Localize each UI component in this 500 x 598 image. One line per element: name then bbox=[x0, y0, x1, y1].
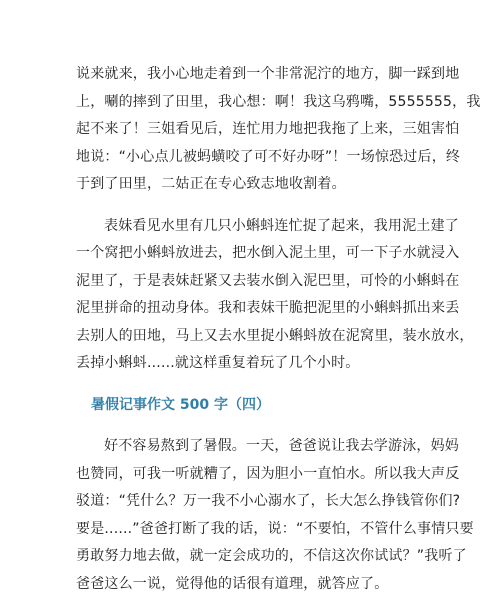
text-line: 要是......”爸爸打断了我的话，说：“不要怕，不管什么事情只要 bbox=[76, 516, 426, 544]
paragraph-3 bbox=[76, 433, 426, 598]
paragraph-gap bbox=[76, 378, 426, 392]
paragraph-gap bbox=[76, 419, 426, 433]
paragraph-gap bbox=[76, 199, 426, 213]
text-line: 上，唰的摔到了田里，我心想：啊！我这乌鸦嘴，5555555，我 bbox=[76, 89, 426, 117]
text-line: 好不容易熬到了暑假。一天，爸爸说让我去学游泳，妈妈 bbox=[76, 433, 426, 461]
text-line: 泥里了，于是表妹赶紧又去装水倒入泥巴里，可怜的小蝌蚪在 bbox=[76, 268, 426, 296]
text-line: 去别人的田地，马上又去水里捉小蝌蚪放在泥窝里，装水放水， bbox=[76, 323, 426, 351]
text-line: 丢掉小蝌蚪......就这样重复着玩了几个小时。 bbox=[76, 350, 426, 378]
text-line: 驳道：“凭什么？万一我不小心溺水了，长大怎么挣钱管你们? bbox=[76, 488, 426, 516]
paragraph-1 bbox=[76, 61, 426, 199]
text-line: 也赞同，可我一听就糟了，因为胆小一直怕水。所以我大声反 bbox=[76, 461, 426, 489]
text-line: 起不来了！三姐看见后，连忙用力地把我拖了上来，三姐害怕 bbox=[76, 116, 426, 144]
paragraph-2 bbox=[76, 213, 426, 378]
text-line: 一个窝把小蝌蚪放进去，把水倒入泥土里，可一下子水就浸入 bbox=[76, 240, 426, 268]
text-line: 于到了田里，二姑正在专心致志地收割着。 bbox=[76, 171, 426, 199]
text-line: 表妹看见水里有几只小蝌蚪连忙捉了起来，我用泥土建了 bbox=[76, 213, 426, 241]
text-line: 勇敢努力地去做，就一定会成功的，不信这次你试试？”我听了 bbox=[76, 543, 426, 571]
section-heading: 暑假记事作文 500 字（四） bbox=[76, 392, 426, 420]
text-line: 泥里拼命的扭动身体。我和表妹干脆把泥里的小蝌蚪抓出来丢 bbox=[76, 295, 426, 323]
text-line: 地说：“小心点儿被蚂蟥咬了可不好办呀”！一场惊恐过后，终 bbox=[76, 144, 426, 172]
text-line: 爸爸这么一说，觉得他的话很有道理，就答应了。 bbox=[76, 571, 426, 598]
text-line: 说来就来，我小心地走着到一个非常泥泞的地方，脚一踩到地 bbox=[76, 61, 426, 89]
